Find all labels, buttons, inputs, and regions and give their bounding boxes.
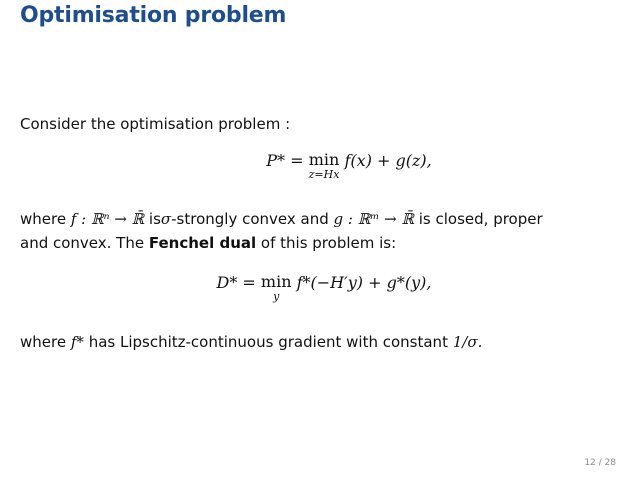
page-number: 12 / 28 xyxy=(584,458,616,468)
g-mapping: g : ℝᵐ → ℝ̄ xyxy=(333,210,414,228)
dual-equation xyxy=(0,273,638,303)
primal-min: min xyxy=(308,150,340,169)
primal-equation xyxy=(0,151,638,181)
p2-convex: and convex. The xyxy=(20,234,145,252)
dual-min-subscript: y xyxy=(273,290,280,303)
sigma-symbol: σ xyxy=(160,210,172,228)
dual-min-operator xyxy=(261,273,292,303)
paragraph-two-line-two xyxy=(20,231,620,255)
paragraph-two-line-one xyxy=(20,207,620,231)
primal-min-subscript: z=Hx xyxy=(308,168,340,181)
paragraph-three xyxy=(20,330,620,354)
intro-text: Consider the optimisation problem : xyxy=(20,115,291,133)
f-mapping: f : ℝⁿ → ℝ̄ xyxy=(70,210,145,228)
p2-where: where xyxy=(20,210,67,228)
f-star: f* xyxy=(70,333,84,351)
dual-lhs: D* = xyxy=(216,273,256,292)
p2-dual: of this problem is: xyxy=(260,234,397,252)
primal-rhs: f(x) + g(z), xyxy=(344,151,432,170)
p3-where: where xyxy=(20,333,67,351)
p3-lipschitz: has Lipschitz-continuous gradient with constant xyxy=(88,333,448,351)
dual-rhs: f*(−H′y) + g*(y), xyxy=(296,273,432,292)
primal-lhs: P* = xyxy=(266,151,304,170)
p2-is: is xyxy=(148,210,161,228)
slide-title: Optimisation problem xyxy=(20,3,287,28)
p2-strongly: -strongly convex and xyxy=(171,210,329,228)
dual-min: min xyxy=(260,272,292,291)
p2-closed: is closed, proper xyxy=(418,210,543,228)
primal-min-operator xyxy=(309,151,340,181)
one-over-sigma: 1/σ. xyxy=(452,333,483,351)
fenchel-dual-term: Fenchel dual xyxy=(148,234,257,252)
